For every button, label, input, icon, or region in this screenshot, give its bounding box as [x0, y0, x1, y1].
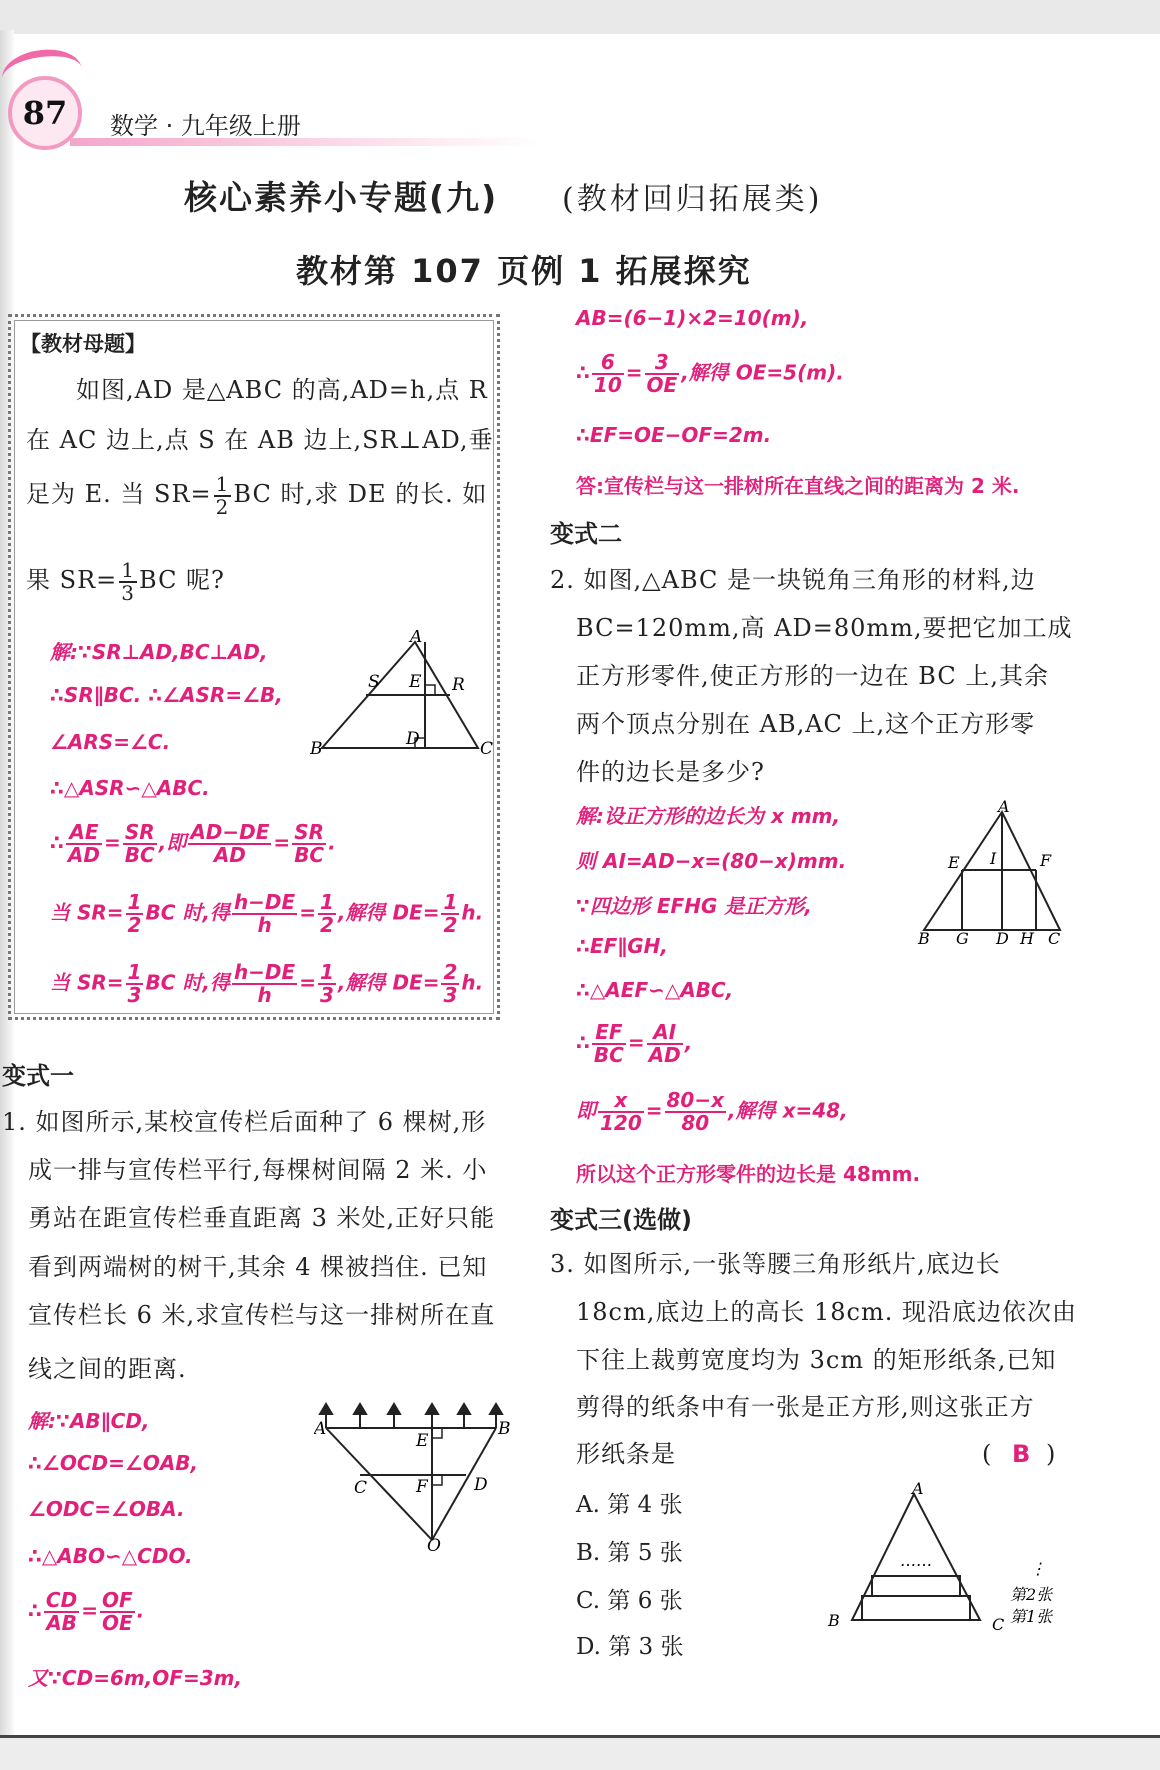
- fraction: [44, 1590, 79, 1634]
- fraction: [592, 1022, 626, 1066]
- variant3-problem-3: 下往上裁剪宽度均为 3cm 的矩形纸条,已知: [576, 1346, 1057, 1374]
- sol-text: BC 时,得: [145, 970, 230, 995]
- variant1-sol-2: ∴∠OCD=∠OAB,: [28, 1451, 199, 1475]
- frac-num: 6: [592, 352, 624, 375]
- label-A: A: [998, 798, 1010, 816]
- fraction-half: [214, 471, 232, 519]
- mother-sol-7: 当 SR= $\frac{1}{3}$ BC 时,得 $\frac{h-DE}{h}$ = $\frac{1}{3}$ ,解得 DE= $\frac{2}{3}$ h.: [50, 960, 484, 1007]
- frac-den: 2: [215, 494, 230, 519]
- fraction: [441, 892, 459, 936]
- variant2-square-figure: [910, 798, 1070, 946]
- variant1-sol-3: ∠ODC=∠OBA.: [28, 1497, 185, 1521]
- variant1-sol-6: 又∵CD=6m,OF=3m,: [28, 1666, 243, 1690]
- variant3-strips-figure: [820, 1482, 1070, 1636]
- variant3-heading: 变式三(选做): [550, 1206, 692, 1234]
- sol-text: ∴: [50, 830, 64, 855]
- variant3-problem-5: 形纸条是: [576, 1440, 676, 1468]
- label-C: C: [1048, 929, 1061, 946]
- mother-sol-1: 解:∵SR⊥AD,BC⊥AD,: [50, 640, 268, 664]
- variant3-problem-4: 剪得的纸条中有一张是正方形,则这张正方: [576, 1393, 1035, 1421]
- label-S: S: [368, 672, 380, 692]
- frac-num: 1: [127, 960, 142, 984]
- section-title: 教材第 107 页例 1 拓展探究: [296, 252, 752, 290]
- variant2-problem-3: 正方形零件,使正方形的一边在 BC 上,其余: [576, 662, 1049, 690]
- variant1-problem-3: 勇站在距宣传栏垂直距离 3 米处,正好只能: [28, 1204, 496, 1232]
- sol-text: 当 SR=: [50, 970, 124, 995]
- option-a: A. 第 4 张: [576, 1492, 683, 1518]
- frac-den: 3: [127, 983, 142, 1007]
- variant1-problem-5: 宣传栏长 6 米,求宣传栏与这一排树所在直: [28, 1301, 496, 1329]
- frac-den: 3: [443, 983, 458, 1007]
- sol-text: ∴: [576, 360, 590, 385]
- frac-den: BC: [294, 843, 325, 867]
- fraction: [665, 1090, 727, 1134]
- mother-line-3: [26, 470, 487, 518]
- label-D: D: [996, 929, 1009, 946]
- variant1-problem-4: 看到两端树的树干,其余 4 棵被挡住. 已知: [28, 1253, 488, 1281]
- frac-num: 80−x: [666, 1088, 725, 1112]
- fraction: [100, 1590, 135, 1634]
- variant1-problem-2: 成一排与宣传栏平行,每棵树间隔 2 米. 小: [28, 1156, 488, 1184]
- frac-num: 3: [645, 352, 680, 375]
- frac-den: 120: [600, 1111, 642, 1135]
- option-d: D. 第 3 张: [576, 1634, 684, 1660]
- page-number: 87: [8, 76, 82, 150]
- label-C: C: [992, 1615, 1005, 1634]
- frac-num: 1: [215, 471, 230, 496]
- label-C: C: [480, 739, 494, 759]
- variant2-sol-1: 解:设正方形的边长为 x mm,: [576, 804, 841, 828]
- frac-den: BC: [124, 843, 155, 867]
- variant1-sol-5: ∴ $\frac{CD}{AB}$ = $\frac{OF}{OE}$ .: [28, 1588, 145, 1635]
- frac-den: AD: [213, 843, 246, 867]
- fraction: [126, 962, 144, 1006]
- mother-sol-3: ∠ARS=∠C.: [50, 730, 171, 754]
- label-D: D: [474, 1475, 488, 1495]
- variant3-problem-1: 3. 如图所示,一张等腰三角形纸片,底边长: [550, 1250, 1001, 1278]
- label-B: B: [918, 929, 930, 946]
- variant2-problem-4: 两个顶点分别在 AB,AC 上,这个正方形零: [576, 710, 1036, 738]
- label-strip2: 第2张: [1010, 1585, 1053, 1604]
- frac-den: 3: [319, 983, 334, 1007]
- frac-num: 2: [443, 960, 458, 984]
- sol-text: ,解得 OE=5(m).: [681, 360, 844, 385]
- variant2-sol-2: 则 AI=AD−x=(80−x)mm.: [576, 849, 847, 873]
- label-strip1: 第1张: [1010, 1607, 1053, 1626]
- sol-text: ,解得 DE=: [337, 970, 440, 995]
- frac-num: EF: [592, 1022, 626, 1045]
- frac-num: SR: [292, 822, 326, 845]
- frac-den: h: [257, 983, 272, 1007]
- sol-text: 当 SR=: [50, 900, 124, 925]
- variant2-sol-6: ∴ $\frac{EF}{BC}$ = $\frac{AI}{AD}$ ,: [576, 1020, 693, 1067]
- frac-num: x: [598, 1090, 644, 1113]
- label-A: A: [314, 1419, 327, 1439]
- mother-sol-6: 当 SR= $\frac{1}{2}$ BC 时,得 $\frac{h-DE}{h}$ = $\frac{1}{2}$ ,解得 DE= $\frac{1}{2}$ h.: [50, 890, 484, 937]
- sol-text: ∴: [576, 1030, 590, 1055]
- mother-sol-5: ∴ $\frac{AE}{AD}$ = $\frac{SR}{BC}$ ,即 $\frac{AD-DE}{AD}$ = $\frac{SR}{BC}$ .: [50, 820, 336, 867]
- frac-den: AD: [67, 843, 101, 867]
- fraction: [232, 892, 297, 936]
- variant1-trees-figure: [314, 1400, 514, 1552]
- variant1-answer: 答:宣传栏与这一排树所在直线之间的距离为 2 米.: [576, 474, 1020, 498]
- label-O: O: [427, 1536, 441, 1552]
- frac-num: h−DE: [233, 890, 296, 914]
- label-D: D: [406, 729, 420, 749]
- fraction: [592, 352, 624, 396]
- frac-num: 1: [127, 890, 142, 914]
- label-F: F: [416, 1477, 428, 1497]
- frac-den: 2: [127, 913, 142, 937]
- sol-text: ,解得 DE=: [337, 900, 440, 925]
- frame-bottom: [0, 1735, 1160, 1770]
- mother-line-4a: 果 SR=: [26, 566, 118, 594]
- variant1-problem-1: 1. 如图所示,某校宣传栏后面种了 6 棵树,形: [2, 1108, 487, 1136]
- variant2-problem-1: 2. 如图,△ABC 是一块锐角三角形的材料,边: [550, 566, 1036, 594]
- mother-triangle-figure: [310, 630, 496, 760]
- fraction: [232, 962, 297, 1006]
- frac-den: BC: [593, 1043, 624, 1067]
- frac-num: 1: [443, 890, 458, 914]
- option-c: C. 第 6 张: [576, 1588, 683, 1614]
- label-C: C: [354, 1478, 368, 1498]
- sol-text: h.: [461, 970, 484, 995]
- frac-num: AE: [66, 822, 102, 845]
- sol-text: ,: [684, 1030, 693, 1055]
- mother-line-2: 在 AC 边上,点 S 在 AB 边上,SR⊥AD,垂: [26, 426, 494, 454]
- mother-line-1: 如图,AD 是△ABC 的高,AD=h,点 R: [76, 376, 488, 404]
- topic-subtitle: (教材回归拓展类): [562, 182, 823, 217]
- sol-text: ,解得 x=48,: [728, 1098, 848, 1123]
- fraction: [188, 822, 271, 866]
- sol-text: h.: [461, 900, 484, 925]
- frac-den: AB: [46, 1611, 77, 1635]
- frac-den: h: [257, 913, 272, 937]
- fraction: [66, 822, 102, 866]
- variant2-sol-3: ∵四边形 EFHG 是正方形,: [576, 894, 812, 918]
- frac-num: AD−DE: [190, 820, 270, 844]
- variant2-sol-5: ∴△AEF∽△ABC,: [576, 978, 734, 1002]
- variant1-heading: 变式一: [2, 1062, 74, 1090]
- frac-den: 10: [593, 373, 622, 397]
- frac-den: OE: [101, 1611, 133, 1635]
- frac-num: 1: [121, 557, 135, 582]
- fraction: [598, 1090, 644, 1134]
- mother-problem-tag: 【教材母题】: [20, 332, 146, 356]
- variant2-problem-5: 件的边长是多少?: [576, 758, 765, 786]
- mother-sol-2: ∴SR∥BC. ∴∠ASR=∠B,: [50, 683, 283, 707]
- label-E: E: [416, 1431, 429, 1451]
- fraction: [645, 352, 680, 396]
- frac-num: SR: [123, 822, 157, 845]
- subject-label: 数学 · 九年级上册: [110, 112, 301, 140]
- fraction: [126, 892, 144, 936]
- label-E: E: [409, 672, 422, 692]
- frac-den: OE: [646, 373, 678, 397]
- frac-num: h−DE: [233, 960, 296, 984]
- sol-text: BC 时,得: [145, 900, 230, 925]
- variant3-answer: B: [1012, 1440, 1032, 1468]
- frac-den: 80: [681, 1111, 710, 1135]
- sol-text: 即: [576, 1098, 596, 1123]
- frac-den: 2: [443, 913, 458, 937]
- frac-den: 3: [121, 580, 135, 605]
- label-G: G: [956, 929, 969, 946]
- fraction: [647, 1022, 683, 1066]
- dots: ……: [900, 1551, 932, 1570]
- label-E: E: [948, 853, 960, 872]
- variant2-sol-8: 所以这个正方形零件的边长是 48mm.: [576, 1162, 921, 1186]
- frac-den: AD: [648, 1043, 681, 1067]
- label-A: A: [410, 630, 423, 647]
- variant3-problem-2: 18cm,底边上的高长 18cm. 现沿底边依次由: [576, 1298, 1077, 1326]
- label-I: I: [990, 849, 997, 868]
- frac-num: AI: [647, 1022, 683, 1045]
- fraction: [292, 822, 326, 866]
- frac-den: 2: [319, 913, 334, 937]
- answer-paren-right: ): [1046, 1440, 1057, 1468]
- variant1-sol-4: ∴△ABO∽△CDO.: [28, 1544, 193, 1568]
- label-B: B: [828, 1611, 840, 1630]
- label-B: B: [498, 1419, 511, 1439]
- mother-line-4: [26, 556, 225, 604]
- fraction-third: [119, 557, 137, 605]
- mother-line-3b: BC 时,求 DE 的长. 如: [233, 480, 488, 508]
- sol-text: ∴: [28, 1598, 42, 1623]
- variant1-sol-1: 解:∵AB∥CD,: [28, 1409, 150, 1433]
- sol-text: .: [328, 830, 336, 855]
- sol-text: ,即: [158, 830, 187, 855]
- variant1-sol-8: ∴ $\frac{6}{10}$ = $\frac{3}{OE}$ ,解得 OE=5(m).: [576, 350, 844, 397]
- variant1-sol-7: AB=(6−1)×2=10(m),: [576, 306, 809, 330]
- variant1-problem-6: 线之间的距离.: [28, 1355, 187, 1383]
- variant2-sol-7: 即 $\frac{x}{120}$ = $\frac{80-x}{80}$ ,解得 x=48,: [576, 1088, 848, 1135]
- frame-top: [0, 0, 1160, 34]
- mother-sol-4: ∴△ASR∽△ABC.: [50, 776, 210, 800]
- variant2-sol-4: ∴EF∥GH,: [576, 934, 668, 958]
- label-A: A: [912, 1482, 924, 1498]
- option-b: B. 第 5 张: [576, 1540, 683, 1566]
- mother-line-3a: 足为 E. 当 SR=: [26, 480, 212, 508]
- variant2-problem-2: BC=120mm,高 AD=80mm,要把它加工成: [576, 614, 1073, 642]
- fraction: [318, 962, 336, 1006]
- equals: =: [104, 830, 121, 855]
- label-F: F: [1040, 851, 1052, 870]
- label-B: B: [310, 739, 323, 759]
- fraction: [123, 822, 157, 866]
- mother-line-4b: BC 呢?: [138, 566, 225, 594]
- variant1-sol-9: ∴EF=OE−OF=2m.: [576, 423, 772, 447]
- topic-title: 核心素养小专题(九): [184, 178, 499, 217]
- frac-num: CD: [45, 1588, 78, 1612]
- label-R: R: [452, 675, 465, 695]
- vdots: ⋮: [1030, 1559, 1046, 1578]
- fraction: [318, 892, 336, 936]
- frac-num: 1: [319, 890, 334, 914]
- frac-num: OF: [101, 1588, 133, 1612]
- variant2-heading: 变式二: [550, 520, 622, 548]
- fraction: [441, 962, 459, 1006]
- answer-paren-left: (: [982, 1440, 993, 1468]
- sol-text: .: [136, 1598, 145, 1623]
- frac-num: 1: [319, 960, 334, 984]
- label-H: H: [1020, 929, 1034, 946]
